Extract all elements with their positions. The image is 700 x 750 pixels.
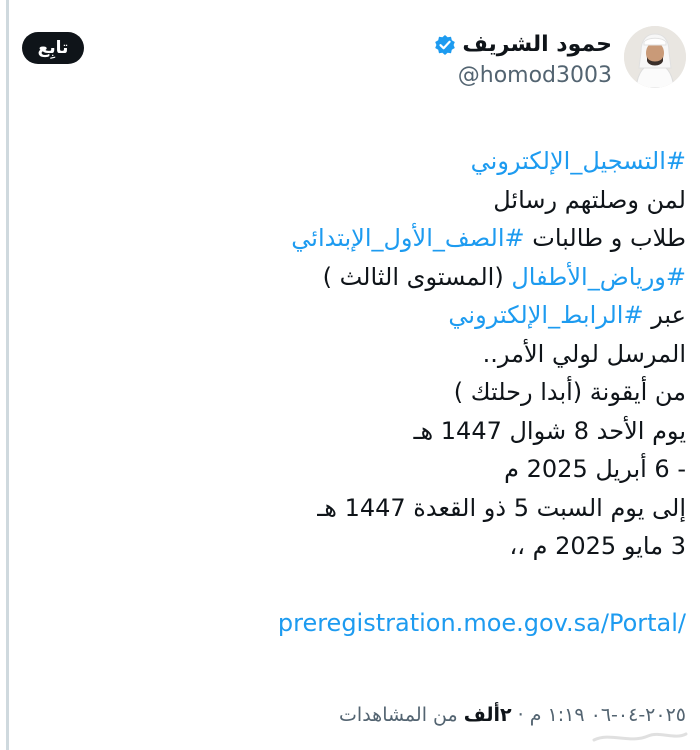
thread-line: [6, 0, 9, 750]
tweet-line: [26, 219, 686, 258]
views-count[interactable]: ٢ألف: [463, 704, 512, 726]
tweet-line: [26, 604, 686, 643]
portal-link[interactable]: preregistration.moe.gov.sa/Portal/: [277, 609, 686, 637]
views-label: من المشاهدات: [339, 704, 464, 726]
author-handle[interactable]: @homod3003: [457, 63, 612, 88]
tweet-line: 3 مايو 2025 م ،،: [509, 532, 686, 560]
hashtag-registration[interactable]: #التسجيل_الإلكتروني: [470, 147, 686, 175]
tweet-meta: [339, 704, 686, 726]
line4-suffix: (المستوى الثالث ): [322, 262, 512, 291]
tweet-line: [26, 258, 686, 297]
avatar[interactable]: [624, 26, 686, 88]
display-name[interactable]: حمود الشريف: [462, 32, 612, 57]
tweet-text: [26, 142, 686, 643]
tweet-header: [22, 26, 686, 106]
tweet-line: إلى يوم السبت 5 ذو القعدة 1447 هـ: [317, 493, 686, 522]
hashtag-kindergarten[interactable]: #ورياض_الأطفال: [511, 262, 686, 291]
author-names: [434, 26, 612, 88]
tweet-line: [26, 296, 686, 335]
hashtag-link[interactable]: #الرابط_الإلكتروني: [448, 301, 644, 329]
timestamp[interactable]: ٢٠٢٥-٠٤-٠٦ ١:١٩ م: [529, 704, 686, 726]
follow-button[interactable]: تابِع: [22, 32, 84, 64]
name-row: [434, 32, 612, 57]
tweet-line: من أيقونة (أبدا رحلتك ): [453, 378, 686, 406]
tweet-line: لمن وصلتهم رسائل: [493, 185, 686, 214]
watermark-logo: [590, 728, 690, 746]
hashtag-grade1[interactable]: #الصف_الأول_الإبتدائي: [291, 224, 525, 252]
tweet-line: المرسل لولي الأمر..: [482, 339, 686, 368]
line3-prefix: طلاب و طالبات: [524, 224, 686, 252]
meta-separator: ·: [511, 704, 530, 726]
line5-prefix: عبر: [643, 301, 686, 329]
avatar-photo-icon: [624, 26, 686, 88]
verified-badge-icon: [434, 34, 456, 56]
blank-line: [26, 566, 686, 605]
tweet-line: - 6 أبريل 2025 م: [504, 455, 686, 483]
tweet-line: يوم الأحد 8 شوال 1447 هـ: [413, 416, 686, 445]
tweet-line: [26, 142, 686, 181]
